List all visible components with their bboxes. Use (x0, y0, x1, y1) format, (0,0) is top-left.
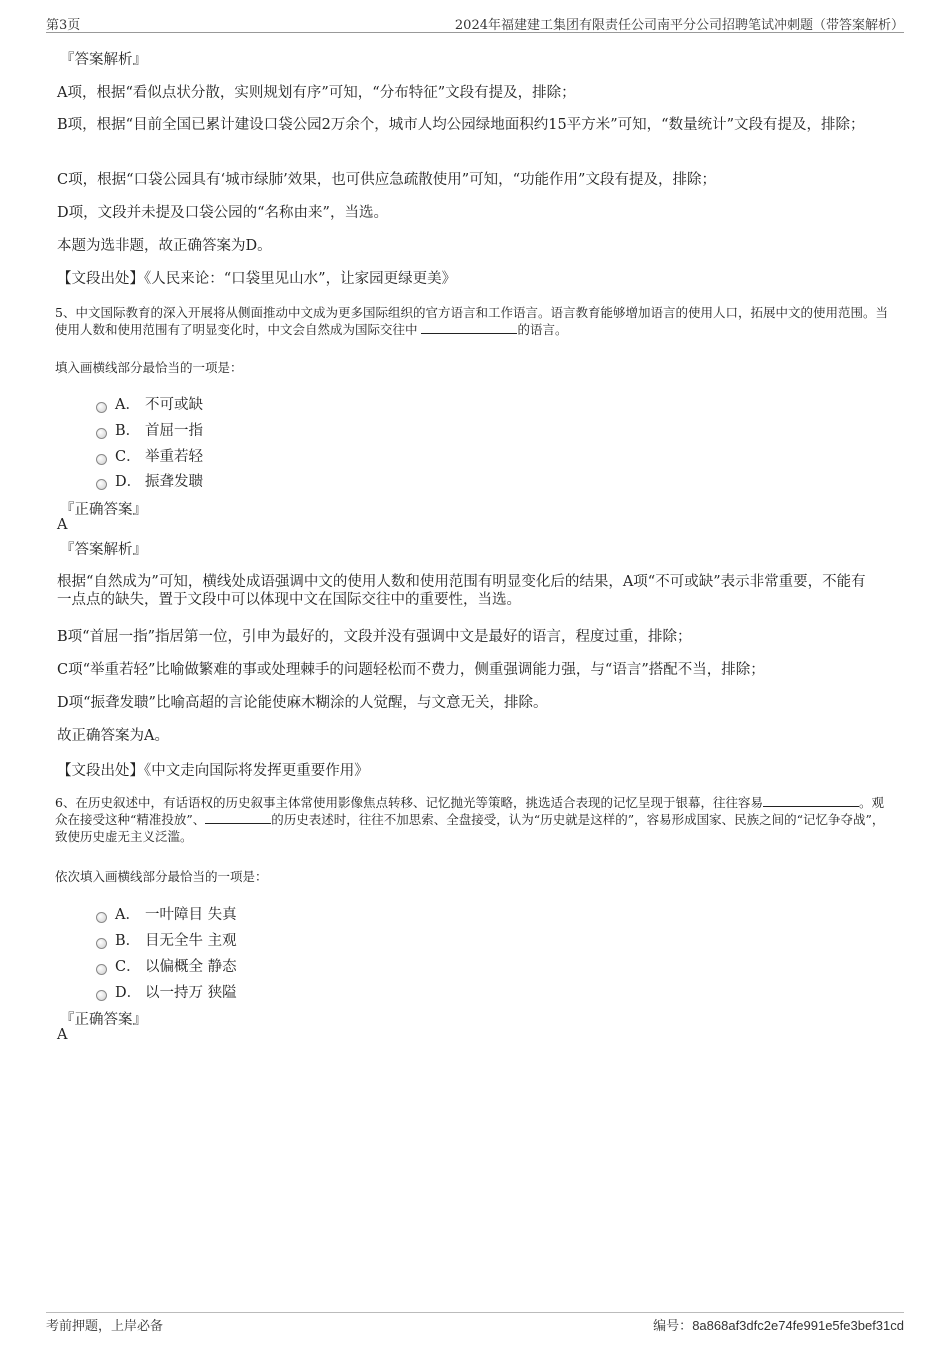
answer-heading-q5: 『正确答案』 (60, 502, 147, 518)
option-d-q6[interactable]: D． 以一持万 狭隘 (96, 981, 237, 1002)
radio-icon[interactable] (96, 428, 107, 439)
question-stem-5: 5、中文国际教育的深入开展将从侧面推动中文成为更多国际组织的官方语言和工作语言。语言教育能够增加语言的使用人口，拓展中文的使用范围。当使用人数和使用范围有了明显变化时，中文会自然成为国际交往中 的语言。 (55, 305, 888, 337)
analysis-conclusion-q4: 本题为选非题，故正确答案为D。 (57, 238, 272, 254)
source-q5: 【文段出处】《中文走向国际将发挥更重要作用》 (57, 763, 369, 779)
page-footer (46, 1312, 904, 1335)
answer-value-q5: A (57, 517, 68, 533)
option-d-q5[interactable]: D． 振聋发聩 (96, 470, 203, 491)
radio-icon[interactable] (96, 912, 107, 923)
radio-icon[interactable] (96, 964, 107, 975)
footer-slogan: 考前押题，上岸必备 (46, 1319, 164, 1334)
option-b-q5[interactable]: B． 首屈一指 (96, 419, 203, 440)
answer-value-q6: A (57, 1027, 68, 1043)
option-c-q5[interactable]: C． 举重若轻 (96, 445, 203, 466)
radio-icon[interactable] (96, 454, 107, 465)
option-a-q6[interactable]: A． 一叶障目 失真 (96, 903, 237, 924)
radio-icon[interactable] (96, 990, 107, 1001)
analysis-line-q5-c: C项“举重若轻”比喻做繁难的事或处理棘手的问题轻松而不费力，侧重强调能力强，与“语言”搭配不当，排除； (57, 662, 765, 678)
radio-icon[interactable] (96, 402, 107, 413)
answer-blank (205, 811, 271, 824)
question-prompt-5: 填入画横线部分最恰当的一项是： (55, 360, 243, 375)
radio-icon[interactable] (96, 479, 107, 490)
question-stem-6: 6、在历史叙述中，有话语权的历史叙事主体常使用影像焦点转移、记忆抛光等策略，挑选适合表现的记忆呈现于银幕，往往容易 。观众在接受这种“精准投放”、 的历史表述时，往往不加思索、全盘接受，认为“历史就是这样的”，容易形成国家、民族之间的“记忆争夺战”，致使历史虚无主义泛滥。 (55, 795, 885, 844)
question-prompt-6: 依次填入画横线部分最恰当的一项是： (55, 869, 268, 884)
document-code: 编号：8a868af3dfc2e74fe991e5fe3bef31cd (653, 1318, 904, 1334)
source-q4: 【文段出处】《人民来论：“口袋里见山水”，让家园更绿更美》 (57, 271, 457, 287)
analysis-line-q5-b: B项“首屈一指”指居第一位，引申为最好的，文段并没有强调中文是最好的语言，程度过重，排除； (57, 629, 692, 645)
answer-blank (421, 321, 517, 334)
option-a-q5[interactable]: A． 不可或缺 (96, 393, 203, 414)
radio-icon[interactable] (96, 938, 107, 949)
analysis-line-q4-a: A项，根据“看似点状分散，实则规划有序”可知，“分布特征”文段有提及，排除； (57, 85, 576, 101)
analysis-line-q5-a: 根据“自然成为”可知，横线处成语强调中文的使用人数和使用范围有明显变化后的结果，A项“不可或缺”表示非常重要，不能有一点点的缺失，置于文段中可以体现中文在国际交往中的重要性，当选。 (57, 574, 866, 608)
analysis-line-q5-d: D项“振聋发聩”比喻高超的言论能使麻木糊涂的人觉醒，与文意无关，排除。 (57, 695, 548, 711)
page-header (46, 14, 904, 33)
answer-heading-q6: 『正确答案』 (60, 1012, 147, 1028)
answer-blank (763, 794, 859, 807)
document-title: 2024年福建建工集团有限责任公司南平分公司招聘笔试冲刺题（带答案解析） (454, 18, 904, 33)
analysis-line-q4-b: B项，根据“目前全国已累计建设口袋公园2万余个，城市人均公园绿地面积约15平方米”可知，“数量统计”文段有提及，排除； (57, 117, 865, 133)
analysis-heading-q4: 『答案解析』 (60, 52, 147, 68)
option-b-q6[interactable]: B． 目无全牛 主观 (96, 929, 237, 950)
analysis-heading-q5: 『答案解析』 (60, 542, 147, 558)
analysis-conclusion-q5: 故正确答案为A。 (57, 728, 169, 744)
page-number: 第3页 (46, 18, 81, 33)
option-c-q6[interactable]: C． 以偏概全 静态 (96, 955, 237, 976)
analysis-line-q4-c: C项，根据“口袋公园具有‘城市绿肺’效果，也可供应急疏散使用”可知，“功能作用”文段有提及，排除； (57, 172, 716, 188)
analysis-line-q4-d: D项，文段并未提及口袋公园的“名称由来”，当选。 (57, 205, 388, 221)
